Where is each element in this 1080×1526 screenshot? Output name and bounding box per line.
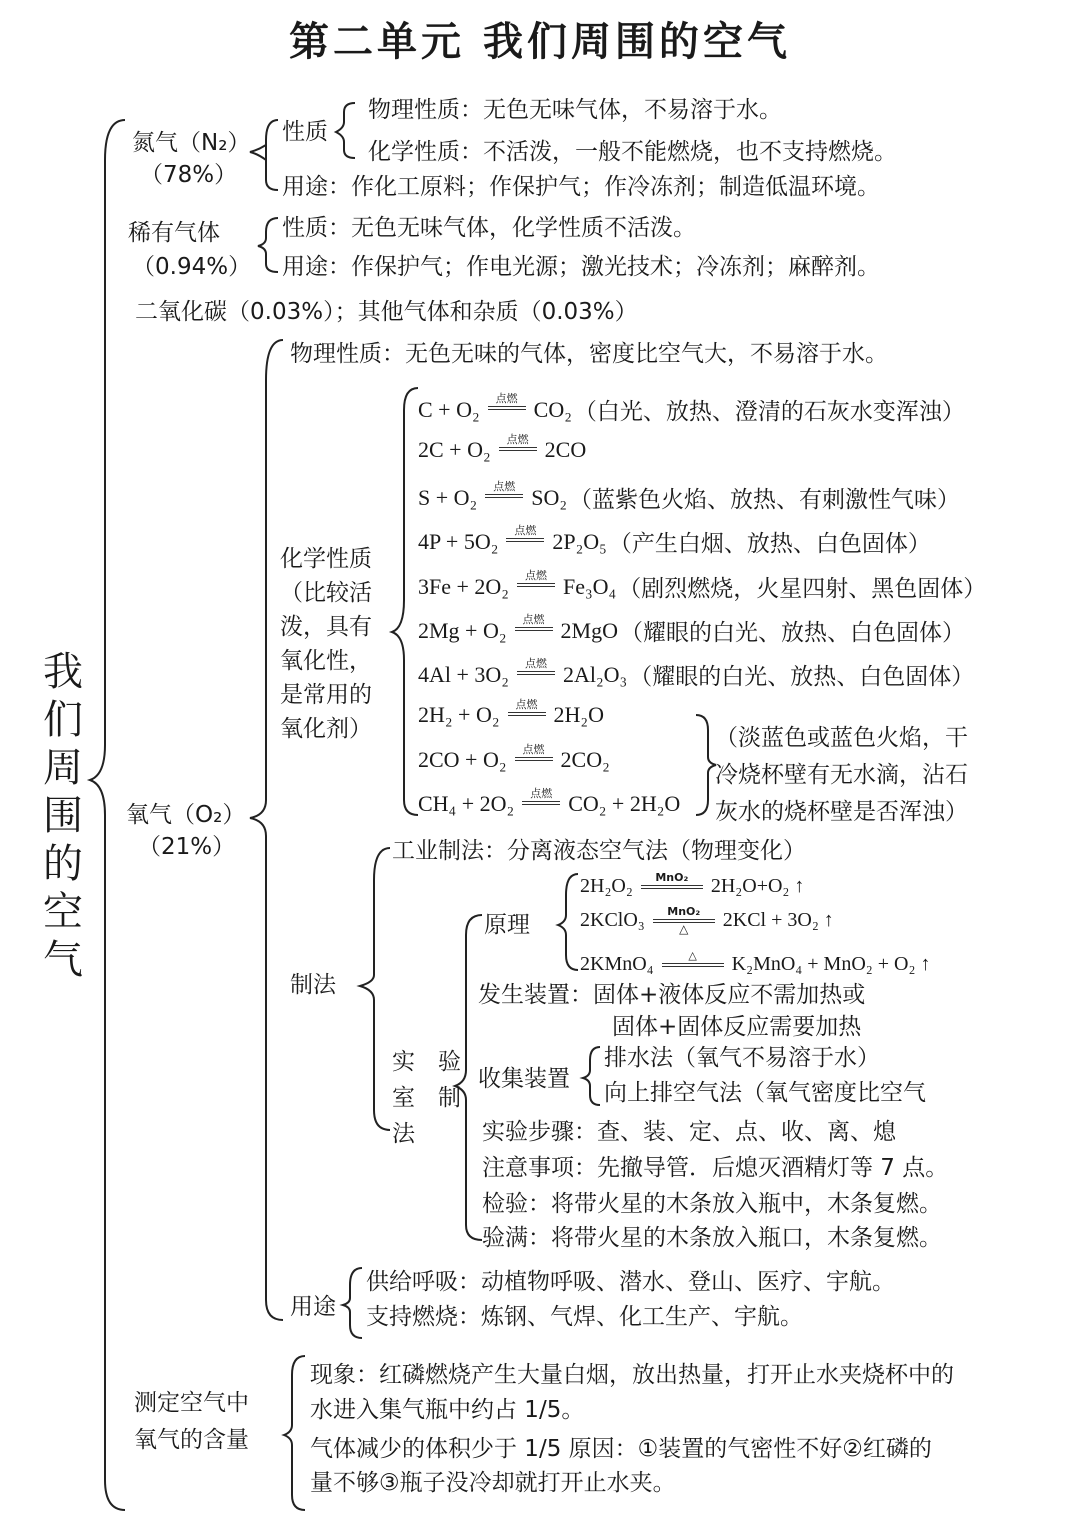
reaction-arrow xyxy=(499,434,537,451)
o2-physical: 物理性质：无色无味的气体，密度比空气大，不易溶于水。 xyxy=(290,341,888,367)
n2-physical: 物理性质：无色无味气体，不易溶于水。 xyxy=(368,97,782,123)
arrow-condition: 点燃 xyxy=(493,480,516,493)
lab-label xyxy=(392,1044,461,1152)
arrow-condition: 点燃 xyxy=(524,569,547,582)
reaction-note: （耀眼的白光、放热、白色固体） xyxy=(629,664,975,690)
collect-1: 排水法（氧气不易溶于水） xyxy=(604,1045,880,1071)
reaction-arrow xyxy=(506,525,544,542)
notes: 注意事项：先撤导管．后熄灭酒精灯等 7 点。 xyxy=(482,1155,949,1181)
reaction-rhs: 2Al₂O₃ xyxy=(562,661,628,687)
principle-row xyxy=(580,872,804,901)
reaction-lhs: 4Al + 3O₂ xyxy=(418,661,509,687)
reaction-lhs: C + O₂ xyxy=(418,396,480,422)
reaction-rhs: 2P₂O₅ xyxy=(552,528,607,554)
reaction-arrow xyxy=(522,788,560,805)
arrow-condition: 点燃 xyxy=(524,657,547,670)
principle-rhs: K₂MnO₄ + MnO₂ + O₂ ↑ xyxy=(731,953,931,975)
collect-label: 收集装置 xyxy=(478,1066,570,1092)
reaction-arrow xyxy=(515,744,553,761)
lab-label-line: 室 制 xyxy=(392,1085,461,1111)
arrow-bottom: △ xyxy=(679,922,689,936)
arrow-bar xyxy=(499,447,537,451)
reaction-lhs: 2C + O₂ xyxy=(418,437,491,462)
root-char: 气 xyxy=(43,937,83,983)
reaction-row xyxy=(418,742,610,773)
n2-chemical: 化学性质：不活泼，一般不能燃烧，也不支持燃烧。 xyxy=(368,139,897,165)
principle-arrow xyxy=(662,950,724,979)
chem-label-line: 氧化性， xyxy=(280,648,372,674)
uses-label: 用途 xyxy=(290,1294,336,1320)
root-char: 们 xyxy=(43,697,83,743)
chem-label-line: 泼，具有 xyxy=(280,614,372,640)
lab-label-line: 实 验 xyxy=(392,1049,461,1075)
arrow-condition: 点燃 xyxy=(514,524,537,537)
reaction-row xyxy=(418,786,681,817)
reaction-lhs: S + O₂ xyxy=(418,484,478,510)
reaction-row xyxy=(418,525,931,558)
prep-label: 制法 xyxy=(290,972,336,998)
n2-uses: 用途：作化工原料；作保护气；作冷冻剂；制造低温环境。 xyxy=(282,174,880,200)
n2-props-label: 性质 xyxy=(282,119,328,145)
measure-label-1: 测定空气中 xyxy=(134,1390,249,1416)
measure-line-3: 气体减少的体积少于 1/5 原因：①装置的气密性不好②红磷的 xyxy=(310,1436,932,1462)
arrow-condition: 点燃 xyxy=(522,742,545,756)
arrow-bar xyxy=(508,712,546,716)
arrow-top: MnO₂ xyxy=(667,905,701,918)
reaction-note: （白光、放热、澄清的石灰水变浑浊） xyxy=(573,399,965,425)
reaction-row xyxy=(418,658,974,691)
reaction-rhs: 2MgO xyxy=(560,617,618,643)
reaction-note: （耀眼的白光、放热、白色固体） xyxy=(619,620,965,646)
reaction-note: （蓝紫色火焰、放热、有刺激性气味） xyxy=(569,487,960,513)
principle-rhs: 2H₂O+O₂ ↑ xyxy=(710,875,805,897)
o2-chem-label xyxy=(280,542,372,746)
reaction-lhs: 3Fe + 2O₂ xyxy=(418,573,509,599)
group-note-line: 冷烧杯壁有无水滴，沾石 xyxy=(715,762,968,788)
root-char: 的 xyxy=(43,841,83,887)
reaction-arrow xyxy=(515,614,553,631)
measure-label-2: 氧气的含量 xyxy=(134,1427,249,1453)
reaction-row xyxy=(418,570,986,603)
rare-props: 性质：无色无味气体，化学性质不活泼。 xyxy=(282,215,696,241)
reaction-row xyxy=(418,432,587,463)
arrow-condition: 点燃 xyxy=(506,432,529,446)
uses-1: 供给呼吸：动植物呼吸、潜水、登山、医疗、宇航。 xyxy=(366,1269,895,1295)
principle-lhs: 2H₂O₂ xyxy=(580,875,633,897)
principle-row xyxy=(580,906,834,935)
arrow-bottom xyxy=(662,967,724,979)
reaction-lhs: 2Mg + O₂ xyxy=(418,617,507,643)
reaction-lhs: 2CO + O₂ xyxy=(418,747,507,772)
arrow-condition: 点燃 xyxy=(495,392,518,405)
reaction-rhs: CO₂ xyxy=(533,396,572,422)
test: 检验：将带火星的木条放入瓶中，木条复燃。 xyxy=(482,1191,942,1217)
o2-pct: （21%） xyxy=(138,834,236,860)
principle-lhs: 2KClO₃ xyxy=(580,909,645,931)
reaction-note: （产生白烟、放热、白色固体） xyxy=(608,531,931,557)
chem-label-line: （比较活 xyxy=(280,580,372,606)
reaction-lhs: 2H₂ + O₂ xyxy=(418,702,500,727)
reaction-arrow xyxy=(488,393,526,410)
reaction-row xyxy=(418,393,965,426)
arrow-bottom xyxy=(641,889,703,901)
page-title: 第二单元 我们周围的空气 xyxy=(289,18,791,65)
reaction-arrow xyxy=(517,658,555,675)
arrow-top: MnO₂ xyxy=(655,871,689,884)
rare-uses: 用途：作保护气；作电光源；激光技术；冷冻剂；麻醉剂。 xyxy=(282,254,880,280)
rare-name: 稀有气体 xyxy=(128,220,220,246)
arrow-bar xyxy=(515,757,553,761)
reaction-lhs: CH₄ + 2O₂ xyxy=(418,791,515,816)
arrow-bar xyxy=(517,671,555,675)
arrow-condition: 点燃 xyxy=(515,697,538,711)
group-note-line: 灰水的烧杯壁是否浑浊） xyxy=(715,799,968,825)
rare-pct: （0.94%） xyxy=(132,254,252,280)
reaction-note: （剧烈燃烧，火星四射、黑色固体） xyxy=(618,576,987,602)
chem-label-line: 氧化剂） xyxy=(280,716,372,742)
lab-label-line: 法 xyxy=(392,1121,415,1147)
uses-2: 支持燃烧：炼钢、气焊、化工生产、宇航。 xyxy=(366,1304,803,1330)
reaction-row xyxy=(418,481,960,514)
reaction-rhs: Fe₃O₄ xyxy=(562,573,617,599)
reaction-rhs: 2H₂O xyxy=(553,702,604,727)
full: 验满：将带火星的木条放入瓶口，木条复燃。 xyxy=(482,1225,942,1251)
principle-row xyxy=(580,950,930,979)
arrow-bar xyxy=(517,583,555,587)
principle-arrow xyxy=(653,906,715,935)
reaction-arrow xyxy=(508,699,546,716)
reaction-lhs: 4P + 5O₂ xyxy=(418,528,499,554)
apparatus-1: 发生装置：固体+液体反应不需加热或 xyxy=(478,982,866,1008)
reaction-arrow xyxy=(485,481,523,498)
measure-line-2: 水进入集气瓶中约占 1/5。 xyxy=(310,1397,585,1423)
o2-name: 氧气（O₂） xyxy=(126,802,246,828)
chem-label-line: 是常用的 xyxy=(280,682,372,708)
arrow-condition: 点燃 xyxy=(522,613,545,626)
apparatus-2: 固体+固体反应需要加热 xyxy=(612,1014,862,1040)
principle-rhs: 2KCl + 3O₂ ↑ xyxy=(722,909,834,931)
principle-lhs: 2KMnO₄ xyxy=(580,953,654,975)
reaction-rhs: 2CO₂ xyxy=(560,747,610,772)
arrow-bar xyxy=(488,406,526,410)
group-note xyxy=(715,720,968,831)
chem-label-line: 化学性质 xyxy=(280,546,372,572)
reaction-rhs: 2CO xyxy=(544,437,587,462)
arrow-bar xyxy=(485,494,523,498)
reaction-rhs: SO₂ xyxy=(531,484,567,510)
measure-line-1: 现象：红磷燃烧产生大量白烟，放出热量，打开止水夹烧杯中的 xyxy=(310,1362,954,1388)
reaction-arrow xyxy=(517,570,555,587)
reaction-rhs: CO₂ + 2H₂O xyxy=(568,791,681,816)
arrow-bar xyxy=(522,801,560,805)
principle-label: 原理 xyxy=(484,912,530,938)
co2-line: 二氧化碳（0.03%）；其他气体和杂质（0.03%） xyxy=(135,299,638,325)
n2-pct: （78%） xyxy=(140,162,238,188)
principle-arrow xyxy=(641,872,703,901)
arrow-top: △ xyxy=(688,949,697,962)
root-char: 我 xyxy=(43,649,83,695)
measure-line-4: 量不够③瓶子没冷却就打开止水夹。 xyxy=(310,1470,676,1496)
reaction-row xyxy=(418,614,965,647)
arrow-condition: 点燃 xyxy=(530,786,553,800)
root-char: 周 xyxy=(43,745,83,791)
n2-name: 氮气（N₂） xyxy=(132,130,251,156)
steps: 实验步骤：查、装、定、点、收、离、熄 xyxy=(482,1119,896,1145)
arrow-bar xyxy=(515,627,553,631)
root-char: 围 xyxy=(43,793,83,839)
industrial-method: 工业制法：分离液态空气法（物理变化） xyxy=(392,838,806,864)
group-note-line: （淡蓝色或蓝色火焰，干 xyxy=(715,725,968,751)
collect-2: 向上排空气法（氧气密度比空气 xyxy=(604,1080,926,1106)
root-char: 空 xyxy=(43,889,83,935)
arrow-bar xyxy=(506,538,544,542)
reaction-row xyxy=(418,697,604,728)
